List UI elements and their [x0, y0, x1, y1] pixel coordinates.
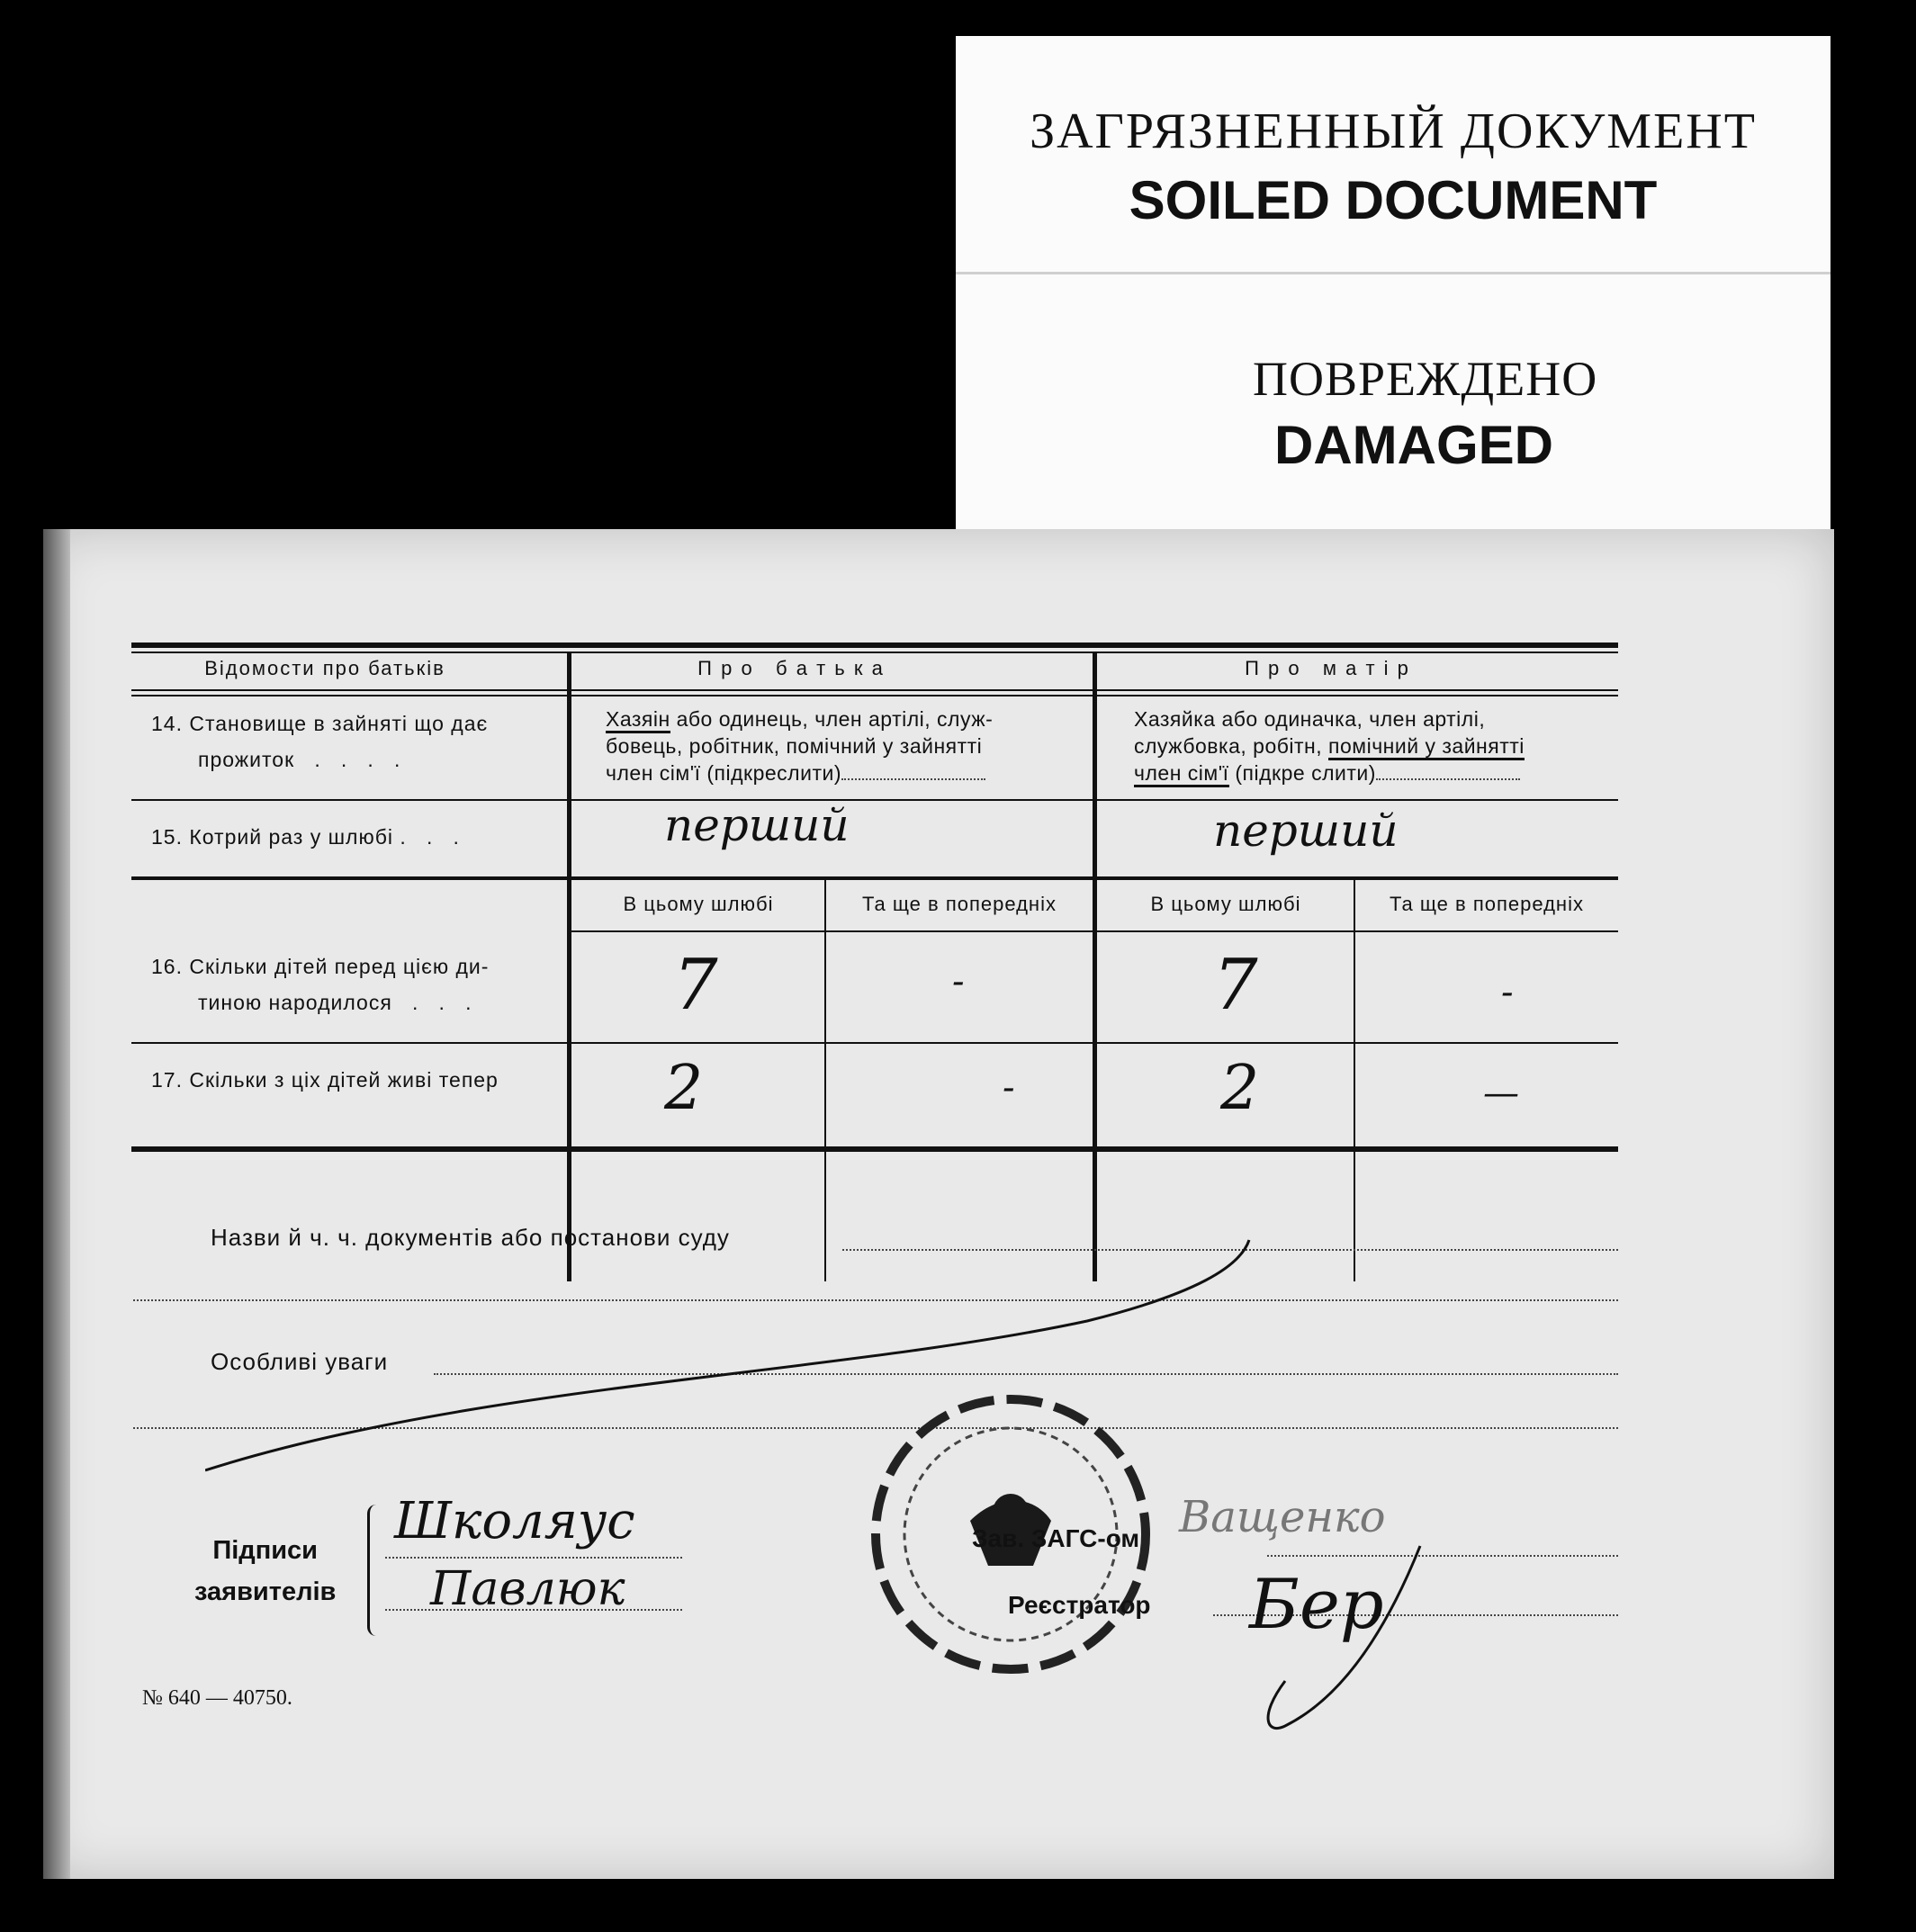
row14-label-line2: прожиток . . . .	[198, 748, 401, 771]
row14-label-line1: 14. Становище в зайняті що дає	[151, 712, 489, 735]
archival-label-card	[956, 36, 1831, 540]
row16-label-line1: 16. Скільки дітей перед цією ди-	[151, 955, 490, 978]
row15-father-value: перший	[664, 799, 850, 851]
label-fold	[956, 272, 1831, 274]
sub-mother-this: В цьому шлюбі	[1150, 893, 1301, 915]
signatures-label-2: заявителів	[194, 1577, 337, 1606]
divider-label-col	[567, 651, 571, 1281]
table-top-rule	[131, 643, 1618, 648]
row16-label	[151, 948, 565, 1020]
zags-label: Зав. ЗАГС-ом	[972, 1524, 1140, 1552]
header-rule	[131, 689, 1618, 691]
row17-mother-this: 2	[1220, 1053, 1260, 1124]
documents-label: Назви й ч. ч. документів або постанови суду	[211, 1224, 730, 1251]
header-rule-2	[131, 695, 1618, 696]
row17-mother-prev: —	[1483, 1073, 1519, 1114]
row17-label: 17. Скільки з ціх дітей живі тепер	[151, 1068, 499, 1092]
header-about-mother: П р о м а т і р	[1245, 657, 1410, 679]
sub-father-this: В цьому шлюбі	[623, 893, 774, 915]
zags-signature: Ващенко	[1179, 1492, 1386, 1542]
sub-mother-prev: Та ще в попередніх	[1390, 893, 1584, 915]
paper-edge	[43, 529, 70, 1879]
row14-label	[151, 705, 565, 777]
row16-mother-prev: -	[1501, 972, 1514, 1013]
signatures-label	[194, 1530, 336, 1613]
row14-mother-underlined-1: помічний у зайнятті	[1328, 734, 1525, 760]
registrar-label: Реєстратор	[1008, 1591, 1151, 1619]
row15-label: 15. Котрий раз у шлюбі . . .	[151, 825, 460, 849]
row16-rule	[131, 1042, 1618, 1044]
row14-father-text1: або одинець, член артілі, служ-	[670, 707, 994, 731]
row16-mother-this: 7	[1213, 945, 1258, 1026]
cancel-stroke	[205, 1213, 1375, 1483]
row14-rule	[131, 799, 1618, 801]
divider-father-mother	[1093, 651, 1097, 1281]
row14-father-text3: член сім'ї (підкреслити)	[606, 761, 841, 785]
row14-father-underlined: Хазяін	[606, 707, 670, 733]
header-parents-info: Відомости про батьків	[204, 657, 445, 679]
label-soiled-ru: ЗАГРЯЗНЕННЫЙ ДОКУМЕНТ	[1030, 103, 1757, 159]
registrar-signature-flourish	[1231, 1537, 1465, 1744]
table-top-rule-thin	[131, 651, 1618, 653]
registrar-signature: Бер	[1249, 1564, 1384, 1644]
header-about-father: П р о б а т ь к а	[697, 657, 885, 679]
form-paper	[43, 529, 1834, 1879]
row17-father-prev: -	[1003, 1067, 1015, 1109]
row15-rule	[131, 876, 1618, 880]
row14-father-options	[606, 705, 1074, 786]
signatures-label-1: Підписи	[212, 1536, 318, 1565]
label-soiled-en: SOILED DOCUMENT	[1129, 170, 1658, 230]
form-number: № 640 — 40750.	[142, 1686, 292, 1710]
row16-father-prev: -	[952, 961, 965, 1002]
row14-mother-text3b: (підкре слити)	[1228, 761, 1376, 785]
table-bottom-rule	[131, 1146, 1618, 1152]
row14-mother-options	[1134, 705, 1602, 786]
row14-mother-text2a: службовка, робітн,	[1134, 734, 1329, 758]
row14-mother-text1: Хазяйка або одиначка, член артілі,	[1134, 707, 1486, 731]
remarks-label: Особливі уваги	[211, 1348, 389, 1375]
sub-father-prev: Та ще в попередніх	[862, 893, 1057, 915]
signature-line-1	[385, 1557, 682, 1559]
row14-father-text2: бовець, робітник, помічний у зайнятті	[606, 734, 983, 758]
row16-father-this: 7	[673, 945, 718, 1026]
label-damaged-ru: ПОВРЕЖДЕНО	[1253, 352, 1598, 406]
applicant-signature-1: Школяус	[394, 1492, 635, 1550]
row16-label-line2: тиною народилося . . .	[198, 991, 472, 1014]
row15-mother-value: перший	[1213, 804, 1399, 857]
row14-mother-underlined-2: член сім'ї	[1134, 761, 1229, 787]
signatures-brace	[367, 1505, 379, 1636]
label-damaged-en: DAMAGED	[1274, 415, 1553, 475]
applicant-signature-2: Павлюк	[430, 1562, 625, 1616]
row17-father-this: 2	[664, 1053, 704, 1124]
subheader-rule	[569, 930, 1618, 932]
